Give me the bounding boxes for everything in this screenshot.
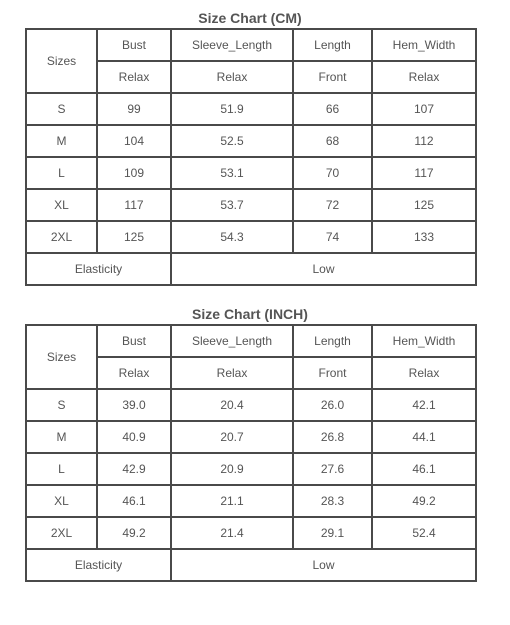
header-bust: Bust bbox=[97, 325, 171, 357]
table-row bbox=[26, 389, 476, 421]
elasticity-value: Low bbox=[171, 549, 476, 581]
value-cell: 54.3 bbox=[171, 221, 293, 253]
header-bust: Bust bbox=[97, 29, 171, 61]
table-row bbox=[26, 453, 476, 485]
value-cell: 52.4 bbox=[372, 517, 476, 549]
value-cell: 74 bbox=[293, 221, 372, 253]
value-cell: 39.0 bbox=[97, 389, 171, 421]
value-cell: 117 bbox=[372, 157, 476, 189]
subheader-cell: Front bbox=[293, 357, 372, 389]
subheader-cell: Relax bbox=[97, 61, 171, 93]
table-row bbox=[26, 125, 476, 157]
table-row bbox=[26, 485, 476, 517]
table-row bbox=[26, 421, 476, 453]
header-row bbox=[26, 325, 476, 357]
value-cell: 28.3 bbox=[293, 485, 372, 517]
header-row bbox=[26, 29, 476, 61]
value-cell: 27.6 bbox=[293, 453, 372, 485]
value-cell: 104 bbox=[97, 125, 171, 157]
header-length: Length bbox=[293, 325, 372, 357]
value-cell: 46.1 bbox=[97, 485, 171, 517]
value-cell: 125 bbox=[97, 221, 171, 253]
header-hem-width: Hem_Width bbox=[372, 325, 476, 357]
value-cell: 49.2 bbox=[97, 517, 171, 549]
table-row bbox=[26, 517, 476, 549]
value-cell: 21.4 bbox=[171, 517, 293, 549]
value-cell: 44.1 bbox=[372, 421, 476, 453]
elasticity-label: Elasticity bbox=[26, 253, 171, 285]
value-cell: 40.9 bbox=[97, 421, 171, 453]
elasticity-row bbox=[26, 253, 476, 285]
subheader-cell: Relax bbox=[171, 357, 293, 389]
size-cell: S bbox=[26, 93, 97, 125]
size-cell: XL bbox=[26, 485, 97, 517]
value-cell: 112 bbox=[372, 125, 476, 157]
size-cell: M bbox=[26, 421, 97, 453]
size-chart-cm bbox=[25, 8, 475, 286]
table-row bbox=[26, 221, 476, 253]
elasticity-label: Elasticity bbox=[26, 549, 171, 581]
value-cell: 53.1 bbox=[171, 157, 293, 189]
value-cell: 72 bbox=[293, 189, 372, 221]
value-cell: 29.1 bbox=[293, 517, 372, 549]
size-cell: L bbox=[26, 453, 97, 485]
value-cell: 53.7 bbox=[171, 189, 293, 221]
value-cell: 21.1 bbox=[171, 485, 293, 517]
sizes-header: Sizes bbox=[26, 29, 97, 93]
subheader-cell: Relax bbox=[171, 61, 293, 93]
value-cell: 133 bbox=[372, 221, 476, 253]
size-cell: S bbox=[26, 389, 97, 421]
header-hem-width: Hem_Width bbox=[372, 29, 476, 61]
value-cell: 20.9 bbox=[171, 453, 293, 485]
value-cell: 125 bbox=[372, 189, 476, 221]
size-table-inch bbox=[25, 324, 477, 582]
value-cell: 117 bbox=[97, 189, 171, 221]
header-sleeve-length: Sleeve_Length bbox=[171, 29, 293, 61]
value-cell: 42.9 bbox=[97, 453, 171, 485]
elasticity-value: Low bbox=[171, 253, 476, 285]
table-row bbox=[26, 157, 476, 189]
value-cell: 66 bbox=[293, 93, 372, 125]
table-row bbox=[26, 189, 476, 221]
size-chart-inch bbox=[25, 304, 475, 582]
size-cell: L bbox=[26, 157, 97, 189]
value-cell: 52.5 bbox=[171, 125, 293, 157]
value-cell: 51.9 bbox=[171, 93, 293, 125]
value-cell: 109 bbox=[97, 157, 171, 189]
size-cell: XL bbox=[26, 189, 97, 221]
size-cell: 2XL bbox=[26, 517, 97, 549]
value-cell: 20.7 bbox=[171, 421, 293, 453]
header-sleeve-length: Sleeve_Length bbox=[171, 325, 293, 357]
value-cell: 20.4 bbox=[171, 389, 293, 421]
elasticity-row bbox=[26, 549, 476, 581]
value-cell: 42.1 bbox=[372, 389, 476, 421]
chart-title: Size Chart (INCH) bbox=[192, 306, 308, 322]
table-row bbox=[26, 93, 476, 125]
header-length: Length bbox=[293, 29, 372, 61]
value-cell: 26.0 bbox=[293, 389, 372, 421]
sizes-header: Sizes bbox=[26, 325, 97, 389]
subheader-cell: Relax bbox=[372, 61, 476, 93]
value-cell: 107 bbox=[372, 93, 476, 125]
value-cell: 99 bbox=[97, 93, 171, 125]
size-cell: 2XL bbox=[26, 221, 97, 253]
value-cell: 49.2 bbox=[372, 485, 476, 517]
value-cell: 68 bbox=[293, 125, 372, 157]
value-cell: 26.8 bbox=[293, 421, 372, 453]
subheader-cell: Relax bbox=[372, 357, 476, 389]
value-cell: 46.1 bbox=[372, 453, 476, 485]
subheader-cell: Front bbox=[293, 61, 372, 93]
chart-title: Size Chart (CM) bbox=[198, 10, 302, 26]
value-cell: 70 bbox=[293, 157, 372, 189]
size-cell: M bbox=[26, 125, 97, 157]
subheader-cell: Relax bbox=[97, 357, 171, 389]
size-table-cm bbox=[25, 28, 477, 286]
